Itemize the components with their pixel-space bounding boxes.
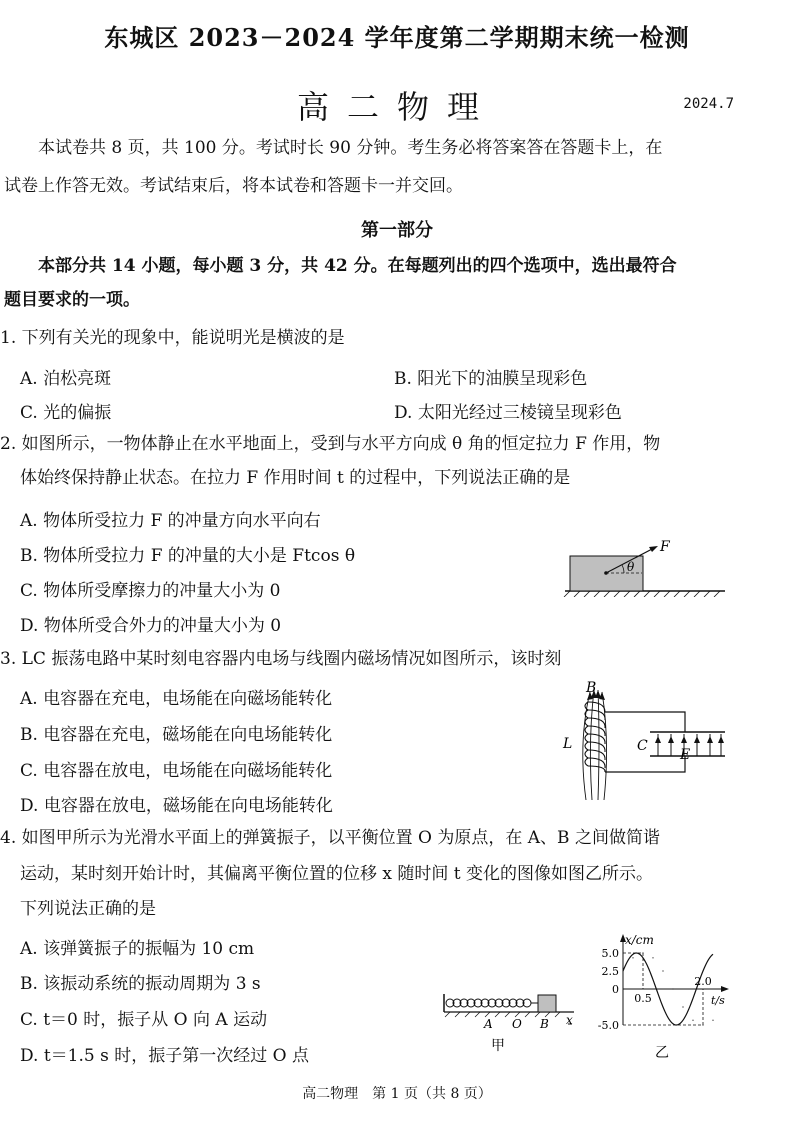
- intro-line-1: 本试卷共 8 页，共 100 分。考试时长 90 分钟。考生务必将答案答在答题卡上，在: [38, 138, 663, 158]
- c-label: C: [637, 738, 648, 754]
- y-tick-label: 5.0: [601, 947, 619, 960]
- y-tick-label: -5.0: [597, 1019, 619, 1032]
- label-b: B: [540, 1017, 549, 1031]
- q4-stem-1: 4. 如图甲所示为光滑水平面上的弹簧振子，以平衡位置 O 为原点，在 A、B 之间做简谐: [0, 828, 660, 848]
- q1-option-d: D. 太阳光经过三棱镜呈现彩色: [394, 403, 622, 423]
- wire-bottom: [605, 756, 685, 772]
- data-point-7: [692, 1020, 693, 1021]
- q4-stem-2: 运动，某时刻开始计时，其偏离平衡位置的位移 x 随时间 t 变化的图像如图乙所示。: [20, 864, 654, 884]
- data-point-6: [682, 1006, 683, 1007]
- y-tick-label: 2.5: [601, 965, 619, 978]
- oscillator-block: [538, 995, 556, 1012]
- spring: [446, 999, 538, 1007]
- label-a: A: [484, 1017, 493, 1031]
- data-point-1: [632, 957, 633, 958]
- data-point-3: [652, 957, 653, 958]
- q4-figure-jia: [438, 990, 578, 1058]
- q1-option-c: C. 光的偏振: [20, 403, 112, 423]
- force-label: F: [660, 539, 670, 555]
- q3-option-b: B. 电容器在充电，磁场能在向电场能转化: [20, 725, 333, 745]
- q1-stem: 1. 下列有关光的现象中，能说明光是横波的是: [0, 328, 345, 348]
- data-point-4: [662, 970, 663, 971]
- coil: [585, 702, 605, 772]
- q4-option-d: D. t＝1.5 s 时，振子第一次经过 O 点: [20, 1046, 309, 1066]
- q2-option-a: A. 物体所受拉力 F 的冲量方向水平向右: [20, 511, 321, 531]
- q2-figure: [560, 535, 735, 597]
- x-axis-label: t/s: [711, 994, 725, 1007]
- y-axis-label: x/cm: [625, 933, 654, 947]
- q3-option-c: C. 电容器在放电，电场能在向磁场能转化: [20, 761, 333, 781]
- q1-option-b: B. 阳光下的油膜呈现彩色: [394, 369, 588, 389]
- x-tick-label: 2.0: [694, 975, 712, 988]
- caption-yi: 乙: [655, 1045, 669, 1060]
- q4-option-b: B. 该振动系统的振动周期为 3 s: [20, 974, 261, 994]
- q4-figure-yi: [585, 930, 735, 1060]
- q2-stem-1: 2. 如图所示，一物体静止在水平地面上，受到与水平方向成 θ 角的恒定拉力 F 作用，物: [0, 434, 661, 454]
- part-instructions-2: 题目要求的一项。: [4, 290, 140, 310]
- data-point-0: [622, 970, 623, 971]
- b-label: B: [586, 680, 597, 696]
- q3-figure: [560, 680, 730, 802]
- q4-stem-3: 下列说法正确的是: [20, 899, 156, 919]
- angle-label: θ: [627, 560, 635, 574]
- q3-option-a: A. 电容器在充电，电场能在向磁场能转化: [20, 689, 333, 709]
- q3-stem: 3. LC 振荡电路中某时刻电容器内电场与线圈内磁场情况如图所示，该时刻: [0, 649, 562, 669]
- data-point-5: [672, 988, 673, 989]
- q4-option-a: A. 该弹簧振子的振幅为 10 cm: [20, 939, 255, 959]
- wire-top: [605, 712, 685, 732]
- y-tick-label: 0: [612, 983, 619, 996]
- x-tick-label: 0.5: [634, 992, 652, 1005]
- electric-field-arrowheads: [655, 736, 724, 743]
- subject-title: 高二物理: [296, 88, 497, 126]
- exam-date: 2024.7: [683, 96, 734, 112]
- q3-option-d: D. 电容器在放电，磁场能在向电场能转化: [20, 796, 333, 816]
- ground-hatch: [564, 591, 720, 597]
- q1-option-a: A. 泊松亮斑: [20, 369, 112, 389]
- q2-stem-2: 体始终保持静止状态。在拉力 F 作用时间 t 的过程中，下列说法正确的是: [20, 468, 571, 488]
- part-instructions-1: 本部分共 14 小题，每小题 3 分，共 42 分。在每题列出的四个选项中，选出最符合: [38, 256, 677, 276]
- x-axis-arrowhead: [721, 986, 729, 992]
- q2-option-c: C. 物体所受摩擦力的冲量大小为 0: [20, 581, 281, 601]
- caption-jia: 甲: [491, 1038, 505, 1054]
- q2-option-b: B. 物体所受拉力 F 的冲量的大小是 Ftcos θ: [20, 546, 356, 566]
- l-label: L: [563, 736, 573, 752]
- label-x: x: [566, 1013, 573, 1027]
- data-point-9: [712, 1020, 713, 1021]
- force-arrowhead: [649, 546, 658, 552]
- exam-title: 东城区 2023－2024 学年度第二学期期末统一检测: [104, 23, 690, 52]
- page-footer: 高二物理 第 1 页（共 8 页）: [302, 1086, 492, 1102]
- part-heading: 第一部分: [361, 220, 433, 241]
- intro-line-2: 试卷上作答无效。考试结束后，将本试卷和答题卡一并交回。: [4, 176, 463, 196]
- q2-option-d: D. 物体所受合外力的冲量大小为 0: [20, 616, 282, 636]
- label-o: O: [512, 1017, 522, 1031]
- e-label: E: [680, 747, 691, 763]
- q4-option-c: C. t＝0 时，振子从 O 向 A 运动: [20, 1010, 268, 1030]
